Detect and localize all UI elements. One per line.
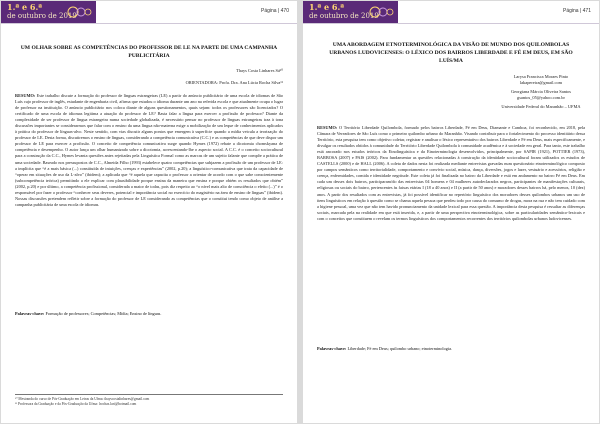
author-block: [236, 68, 283, 74]
keywords: [317, 346, 585, 352]
ornament-icon: [369, 4, 395, 20]
keywords-text: Liberdade; Fé em Deus; quilombo urbano; etnoterminologia.: [347, 346, 453, 351]
abstract-label: RESUMO:: [317, 125, 338, 130]
author-1-email: lakapereira@gmail.com: [519, 80, 563, 85]
banner-line1: 1.ª e 6.ª: [7, 2, 43, 12]
ornament-icon: [67, 4, 93, 20]
author-2-name: Georgiana Márcia Oliveira Santos: [510, 89, 572, 94]
footnote-2: ¹¹ Professora da Graduação e da Pós-Graduação da Ufma: lrochas.lari@hotmail.com: [15, 402, 137, 406]
author-2-email: gsantos_05@yahoo.com.br: [517, 95, 565, 100]
author-block: [491, 74, 591, 110]
keywords: [15, 311, 283, 317]
abstract-label: RESUMO:: [15, 93, 36, 98]
page-471: [303, 1, 599, 423]
page-number: Página | 471: [563, 8, 591, 14]
event-banner: [303, 1, 599, 24]
author-1-name: Larysa Francisca Moraes Pinto: [513, 74, 569, 79]
abstract-text: Este trabalho discute a formação do professor de línguas estrangeiras (LE) a partir do anúncio publicitário de uma escola de idiomas de São Luís cujo professor de inglês, estudante de engenharia civil, afirma que estudou o idioma durante um ano na referida escola e que atualmente ocupa o lugar de professor na instituição. O anúncio publicitário nos coloca diante de alguns questionamentos, quais sejam: todos os professores são licenciados? O certificado de uma escola de idiomas legitima a atuação do professor de LE? Basta falar a língua para exercer a profissão de professor? Diante da complexidade de ser professor de língua estrangeira numa sociedade globalizada, é necessário pensar no professor de línguas estrangeiras traz à tona discussões importantes se considerarmos que falar com o ensino da uma língua não-materna exige a mobilização de um leque de conhecimentos aplicados à prática do professor de línguas-alvo. Neste sentido, com vias discutir alguns pontos que emergem à superfície quando a mídia veicula a teorização do professor de LE. Desta forma, discutiremos o ensino de línguas, considerando a competência comunicativa (C.C.) e as competências de que deve dispor um professor de LE para exercer a profissão. O conceito de competência comunicativa surge quando Hymes (1972) rebate a dicotomia chomskyana de competência e desempenho. O autor lança um olhar humanizado sobre a dicotomia, acrescentando-lhe o aspecto social. A C.C. é o conceito sociocultural para a construção da C.C., Hymes levanta questões antes rejeitadas pela Linguística Formal como as marcas de um sujeito falante que compõe a prática de uma sociedade. Baseado nos pressupostos de C.C., Almeida Filho (1993) estabelece quatro competências que subjazem a profissão de um professor de LE: a implícita que “é a mais básica (...) constituída de intuições, crenças e experiências” (2002, p.20); a linguístico-comunicativa que trata da capacidade de “operar em situações de uso da L-alvo” (ibidem); a aplicada que “é aquela que capacita o professor a orientar de acordo com o que sabe conscientemente (subcompetência teórica) permitindo a ele explicar com plausibilidade porque ensina da maneira que ensina e porque obtém os resultados que obtém” (2002, p.20) e por último, a competência profissional, considerada a maior de todas, pois diz respeito ao “o nível mais alto de consciência o efeito (...)” é o responsável por fazer o professor “conhecer seus deveres, potencial e importância social no exercício do magistério na área de ensino de línguas” (ibidem). Nossas discussões pretendem refletir sobre a formação do professor de LE considerando as competências que o constitui tendo como objeto de análise a campanha publicitária de uma escola de idiomas.: [15, 93, 283, 207]
banner-line1: 1.ª e 6.ª: [309, 2, 345, 12]
banner-line2: de outubro de 2019: [309, 12, 379, 20]
footnote-1: ¹⁰ Mestranda do curso de Pós-Graduação em Letras da Ufma: thayscostalinhares@gmail.com: [15, 397, 150, 401]
abstract: [15, 93, 283, 208]
affiliation: Universidade Federal do Maranhão – UFMA: [501, 104, 581, 109]
keywords-label: Palavras-chave:: [317, 346, 347, 351]
keywords-text: Formação de professores; Competências; Mídia; Ensino de línguas.: [45, 311, 162, 316]
advisor-block: [186, 80, 283, 86]
keywords-label: Palavras-chave:: [15, 311, 45, 316]
event-banner: [1, 1, 297, 24]
author-name: Thays Costa Linhares Sá¹⁰: [236, 68, 283, 73]
abstract: [317, 125, 585, 222]
advisor-name: ORIENTADORA: Profa. Dra. Ana Lúcia Rocha Silva¹¹: [185, 80, 283, 85]
banner-line2: de outubro de 2019: [7, 12, 77, 20]
paper-title: UMA ABORDAGEM ETNOTERMINOLÓGICA DA VISÃO DE MUNDO DOS QUILOMBOLAS URBANOS LUDOVICENSES: O LÉXICO DOS BAIRROS LIBERDADE E FÉ EM DEUS, EM SÃO LUÍS/MA: [329, 42, 573, 64]
page-number: Página | 470: [261, 8, 289, 14]
footnotes: [15, 394, 283, 407]
page-470: [1, 1, 297, 423]
abstract-text: O Território Liberdade Quilombola, formado pelos bairros Liberdade, Fé em Deus, Diamante e Camboa, foi reconhecido, em 2018, pela Câmara de Vereadores de São Luís como o primeiro quilombo urbano do Maranhão. Visando contribuir para o fortalecimento do processo identitário dessa Território, esta pesquisa tem como objetivo coletar, registrar e analisar o léxico representativo dos bairros Liberdade e Fé em Deus, mais especificamente, e divulgar os resultados obtidos à comunidade do Território Liberdade Quilombola à comunidade acadêmica e à sociedade em geral. Para tanto, este trabalho está ancorado nos estudos teóricos da Etnolinguística e da Etnoterminologia desenvolvidos, principalmente, por SAPIR (1921), POTTIER (1973), BARBOSA (2007) e PAIS (2002). Para fundamentar as questões relacionadas à construção da identidade sociocultural foram utilizados os estudos de CASTELLS (2000) e de HALL (2006). A coleta de dados nesta foi realizada mediante entrevistas gravadas num questionário etnoterminológico composto por campos semânticos como territorialidade, comportamento e convívio social, música, dança, diversões, jogos e lazer, vestuário e acessórios, religião e crença, enfermidades, comida e identidade negritude. Este coleta já foi finalizada no bairro da Liberdade e está em andamento no bairro Fé em Deus. Em cada um desses dois bairros, participaram/do das entrevistas 04 homens e 04 mulheres autodeclarados negros, participantes de manifestações culturais, religiosas ou sociais do bairro, pertencentes às faixas etárias I (18 a 40 anos) e II (a partir de 50 anos) e moradores desses bairros há, pelo menos, 10 (dez) anos. A partir dos resultados com as entrevistas, já foi possível identificar no repertório linguístico dos moradores desses quilombos urbanos um uso de itens linguísticos em relação à questão como se chama aquela pessoa que perdeu todo por causa do consumo de drogas, mora na rua e não tem cuidado com a higiene pessoal, uma vez que não tem havido pronunciamento da unidade lexical para essa questão. A importância desta pesquisa é ressaltar as diferenças sociais, marcada pela na realidade em que está inserida, e, a partir de uma perspectiva etnoterminológica, sobre as particularidades semântico-lexicais e com o conceitos que constituem o revelam os termos linguísticos dos comportamentos recorrentes dos territórios quilombolas urbanos ludovicenses.: [317, 125, 586, 221]
paper-title: UM OLHAR SOBRE AS COMPETÊNCIAS DO PROFESSOR DE LE NA PARTE DE UMA CAMPANHA PUBLICITÁRIA: [20, 45, 278, 59]
